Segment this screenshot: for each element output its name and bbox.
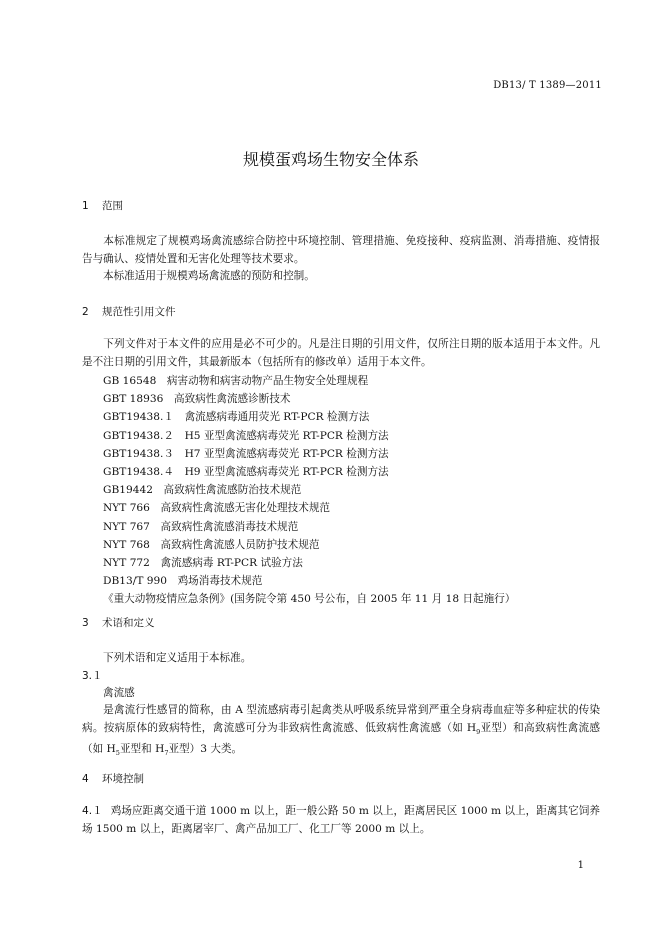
reference-item: NYT 767 高致病性禽流感消毒技术规范 [103, 520, 299, 533]
reference-item: GBT19438.２ H5 亚型禽流感病毒荧光 RT-PCR 检测方法 [103, 429, 389, 442]
reference-item: GBT 18936 高致病性禽流感诊断技术 [103, 393, 291, 406]
reference-item: NYT 768 高致病性禽流感人员防护技术规范 [103, 538, 320, 551]
term-definition [82, 702, 600, 763]
standard-number: DB13/ T 1389—2011 [493, 80, 602, 91]
section-2-paragraph-1 [82, 336, 600, 371]
paragraph-text: 鸡场应距离交通干道 1000 m 以上，距一般公路 50 m 以上，距离居民区 1000 m 以上，距离其它饲养场 1500 m 以上，距离屠宰厂、禽产品加工厂、化工厂等 2000 m 以上。 [82, 805, 601, 835]
subscript: 9 [476, 727, 481, 736]
reference-item: GB19442 高致病性禽流感防治技术规范 [103, 484, 302, 497]
section-4-1-paragraph [82, 803, 600, 838]
subsection-number: 3.１ [82, 670, 103, 682]
paragraph-text: 下列术语和定义适用于本标准。 [103, 652, 252, 664]
section-4-heading [82, 771, 144, 786]
page-number: 1 [577, 860, 584, 871]
reference-item: NYT 766 高致病性禽流感无害化处理技术规范 [103, 502, 331, 515]
section-title: 范围 [102, 200, 123, 212]
section-title: 环境控制 [102, 773, 144, 785]
section-number: 2 [82, 306, 89, 318]
definition-text: 亚型）3 大类。 [168, 743, 243, 756]
section-1-paragraph-1 [82, 233, 600, 268]
section-number: 1 [82, 200, 89, 212]
subsection-number: 4.１ [82, 805, 103, 817]
definition-text: 是禽流行性感冒的简称，由 A 型流感病毒引起禽类从呼吸系统异常到严重全身病毒血症等多种症状的传染病。按病原体的致病特性，禽流感可分为非致病性禽流感、低致病性禽流感（如 H [82, 704, 600, 734]
section-3-paragraph-1 [82, 650, 600, 668]
definition-text: 亚型和 H [119, 743, 165, 756]
reference-item: 《重大动物疫情应急条例》(国务院令第 450 号公布，自 2005 年 11 月 18 日起施行） [103, 593, 516, 606]
paragraph-text: 本标准适用于规模鸡场禽流感的预防和控制。 [103, 270, 315, 282]
subscript: 7 [164, 749, 169, 758]
section-3-heading [82, 615, 155, 630]
section-number: 4 [82, 773, 89, 785]
subscript: 5 [115, 749, 120, 758]
section-2-heading [82, 304, 176, 319]
page-title: 规模蛋鸡场生物安全体系 [242, 150, 419, 169]
definition-text: 亚型）和高致病性禽流感（如 H [82, 721, 600, 756]
reference-item: NYT 772 禽流感病毒 RT-PCR 试验方法 [103, 556, 303, 569]
section-number: 3 [82, 617, 89, 629]
section-1-paragraph-2 [82, 268, 600, 286]
paragraph-text: 下列文件对于本文件的应用是必不可少的。凡是注日期的引用文件，仅所注日期的版本适用于本文件。凡是不注日期的引用文件，其最新版本（包括所有的修改单）适用于本文件。 [82, 338, 600, 368]
section-1-heading [82, 198, 123, 213]
section-title: 术语和定义 [102, 617, 155, 629]
paragraph-text: 本标准规定了规模鸡场禽流感综合防控中环境控制、管理措施、免疫接种、疫病监测、消毒措施、疫情报告与确认、疫情处置和无害化处理等技术要求。 [82, 235, 600, 265]
section-title: 规范性引用文件 [102, 306, 176, 318]
reference-item: GBT19438.３ H7 亚型禽流感病毒荧光 RT-PCR 检测方法 [103, 447, 389, 460]
reference-item: GB 16548 病害动物和病害动物产品生物安全处理规程 [103, 375, 369, 387]
normative-references-list [103, 372, 515, 608]
reference-item: DB13/T 990 鸡场消毒技术规范 [103, 575, 263, 588]
reference-item: GBT19438.４ H9 亚型禽流感病毒荧光 RT-PCR 检测方法 [103, 465, 389, 478]
term-name: 禽流感 [103, 687, 135, 699]
reference-item: GBT19438.１ 禽流感病毒通用荧光 RT-PCR 检测方法 [103, 411, 370, 424]
